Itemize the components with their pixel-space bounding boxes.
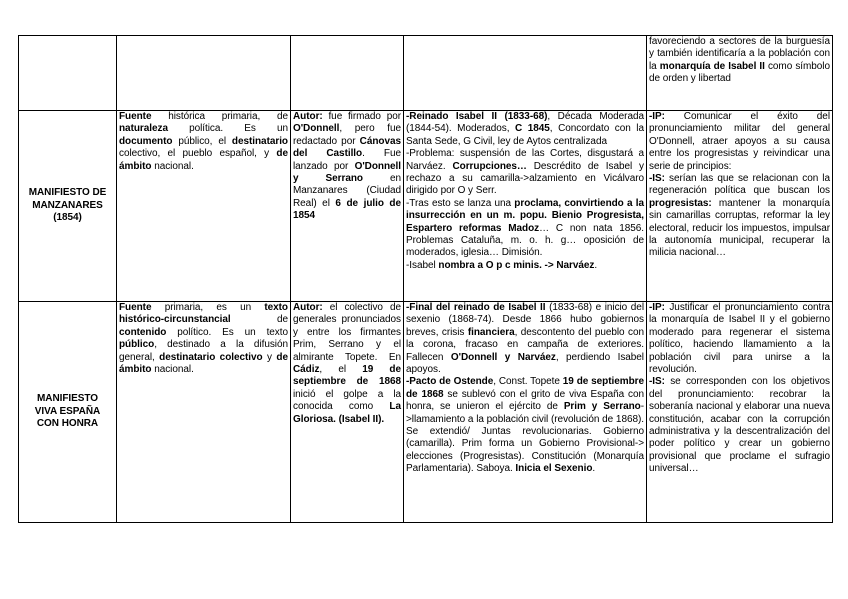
bold-text-segment: Corrupciones…	[452, 160, 527, 172]
paragraph	[406, 376, 644, 475]
cell-intentions-continued	[647, 36, 833, 111]
bold-text-segment: proclama, convirtiendo a la insurrección en un m. popu. Bienio Progresista, Espartero reformas Madoz	[406, 197, 644, 234]
cell-empty-4	[404, 36, 647, 111]
paragraph	[649, 376, 830, 475]
bold-text-segment: nombra a O p c minis. -> Narváez	[438, 259, 595, 271]
bold-text-segment: O'Donnell y Serrano	[293, 160, 401, 185]
text-segment: , descontento del pueblo con la corona, fracaso en campaña de exteriores. Fallecen	[406, 326, 644, 363]
source-classification-cell	[117, 302, 291, 523]
text-segment: .	[592, 463, 596, 475]
bold-text-segment: monarquía de Isabel II	[659, 60, 765, 72]
bold-text-segment: -IS:	[649, 173, 665, 185]
text-segment: , destinado a la difusión general,	[119, 339, 288, 363]
text-segment: , el	[319, 364, 363, 376]
text-segment: nacional.	[151, 364, 194, 376]
bold-text-segment: de ámbito	[119, 351, 288, 376]
bold-text-segment: -IS:	[649, 376, 665, 388]
bold-text-segment: Autor:	[293, 111, 323, 122]
bold-text-segment: público	[119, 339, 155, 351]
rich-paras	[406, 302, 644, 476]
text-segment: … C non nata 1856. Problemas Cataluña, m. o. h. g… oposición de moderados, iglesia… Dimisión.	[406, 222, 644, 259]
text-segment: se sublevó con el grito de viva España con honra, se unieron el ejército de	[406, 388, 644, 413]
text-segment: ->llamamiento a la población civil (revolución de 1868). Se extendió/ Juntas revolucionarias. Gobierno (camarilla). Prim forma un Gobierno Provisional-> elecciones (Progresistas). Constitución (Monarquía Parlamentaria). Saboya.	[406, 401, 644, 475]
text-segment: se corresponden con los objetivos del pronunciamiento: recobrar la soberanía nacional y elaborar una nueva constitución, acabar con la corrupción administrativa y la descentralización del poder político y crear un gobierno provisional que proclame el sufragio universal…	[649, 376, 830, 475]
rich-paras	[649, 302, 830, 476]
bold-text-segment: Prim y Serrano	[563, 401, 641, 413]
text-segment: fue firmado por	[322, 111, 401, 122]
text-segment: inició el golpe a la conocida como	[293, 388, 401, 413]
paragraph	[649, 302, 830, 376]
text-segment: favoreciendo a sectores de la burguesía y también identificaría a la población con la	[649, 36, 830, 72]
bold-text-segment: de ámbito	[119, 148, 288, 172]
text-segment: serían las que se relacionan con la regeneración política que buscan los	[649, 173, 830, 197]
document-title-viva-espana: MANIFIESTO VIVA ESPAÑA CON HONRA	[19, 302, 117, 523]
bold-text-segment: -Final del reinado de Isabel II	[406, 302, 546, 313]
paragraph	[406, 260, 644, 272]
rich-text	[649, 36, 830, 84]
context-cell	[404, 302, 647, 523]
text-segment: político. Es un texto	[166, 326, 288, 338]
bold-text-segment: C 1845	[515, 123, 550, 135]
bold-text-segment: progresistas:	[649, 197, 712, 209]
text-segment: política. Es un	[167, 123, 288, 135]
paragraph	[406, 148, 644, 198]
history-comparison-table	[18, 35, 833, 523]
rich-text	[119, 111, 288, 172]
bold-text-segment: texto histórico-circunstancial	[119, 302, 288, 326]
text-segment: y	[262, 351, 277, 363]
cell-empty-1	[19, 36, 117, 111]
bold-text-segment: 19 de septiembre de 1868	[406, 376, 645, 400]
bold-text-segment: destinatario	[231, 135, 288, 147]
table-row-manzanares	[19, 111, 833, 302]
bold-text-segment: Fuente	[119, 302, 152, 313]
rich-paras	[649, 111, 830, 260]
bold-text-segment: -IP:	[649, 302, 665, 313]
text-segment: . Fue lanzado por	[293, 148, 401, 172]
text-segment: nacional.	[151, 160, 194, 172]
text-segment: primaria, es un	[151, 302, 265, 313]
cell-empty-2	[117, 36, 291, 111]
bold-text-segment: La Gloriosa. (Isabel II).	[293, 401, 401, 425]
source-classification-cell	[117, 111, 291, 302]
bold-text-segment: Inicia el Sexenio	[515, 463, 593, 475]
rich-paras	[406, 111, 644, 272]
cell-empty-3	[291, 36, 404, 111]
table-row-viva-espana	[19, 302, 833, 523]
bold-text-segment: 19 de septiembre de 1868	[293, 364, 401, 388]
text-segment: -Isabel	[406, 259, 439, 271]
text-segment: de	[230, 314, 288, 326]
bold-text-segment: Cádiz	[293, 364, 320, 376]
rich-text	[293, 302, 401, 425]
bold-text-segment: -IP:	[649, 111, 665, 122]
bold-text-segment: O'Donnell	[293, 123, 340, 135]
bold-text-segment: naturaleza	[119, 123, 168, 135]
table-row-continuation	[19, 36, 833, 111]
document-title-manzanares: MANIFIESTO DE MANZANARES (1854)	[19, 111, 117, 302]
paragraph	[406, 302, 644, 376]
text-segment: .	[594, 259, 598, 271]
bold-text-segment: Cánovas del Castillo	[293, 135, 401, 160]
bold-text-segment: destinatario colectivo	[159, 351, 263, 363]
bold-text-segment: -Pacto de Ostende	[406, 376, 494, 388]
context-cell	[404, 111, 647, 302]
text-segment: Comunicar el éxito del pronunciamiento militar del general O'Donnell, atraer apoyos a su causa entre los progresistas y reivindicar una serie de principios:	[649, 111, 830, 172]
text-segment: , pero fue redactado por	[293, 123, 401, 147]
author-cell	[291, 111, 404, 302]
text-segment: Descrédito de Isabel y rechazo a su camarilla->alzamiento en Vicálvaro dirigido por O y Serr.	[406, 160, 644, 197]
text-segment: Justificar el pronunciamiento contra la monarquía de Isabel II y el gobierno moderado para regenerar el sistema político, haciendo llamamiento a la población civil para unirse a la revolución.	[649, 302, 830, 376]
bold-text-segment: documento	[119, 135, 173, 147]
text-segment: (1833-68) e inicio del sexenio (1868-74). Desde 1866 hubo gobiernos breves, crisis	[406, 302, 644, 338]
paragraph	[649, 173, 830, 260]
text-segment: -Problema: suspensión de las Cortes, disgustará a Narváez.	[406, 148, 644, 172]
intentions-cell	[647, 302, 833, 523]
text-segment: colectivo, el pueblo español, y	[119, 148, 277, 160]
bold-text-segment: Autor:	[293, 302, 323, 313]
bold-text-segment: O'Donnell y Narváez	[450, 351, 556, 363]
text-segment: como símbolo de orden y libertad	[649, 60, 830, 85]
text-segment: -Tras esto se lanza una	[406, 197, 515, 209]
author-cell	[291, 302, 404, 523]
bold-text-segment: financiera	[467, 326, 515, 338]
text-segment: en Manzanares (Ciudad Real) el	[293, 173, 401, 209]
text-segment: , Década Moderada (1844-54). Moderados,	[406, 111, 645, 135]
intentions-cell	[647, 111, 833, 302]
text-segment: el colectivo de generales pronunciados y entre los firmantes Prim, Serrano y el almirante Topete. En	[293, 302, 401, 363]
rich-text	[293, 111, 401, 221]
text-segment: histórica primaria, de	[151, 111, 288, 122]
text-segment: , Const. Topete	[493, 376, 563, 388]
text-segment: público, el	[172, 135, 232, 147]
bold-text-segment: 6 de julio de 1854	[293, 197, 401, 222]
bold-text-segment: Fuente	[119, 111, 152, 122]
text-segment: , Concordato con la Santa Sede, G Civil, ley de Aytos centralizada	[406, 123, 644, 147]
bold-text-segment: -Reinado Isabel II (1833-68)	[406, 111, 548, 122]
text-segment: , perdiendo Isabel apoyos.	[406, 351, 644, 376]
text-segment: mantener la monarquía sin camarillas corruptas, reformar la ley electoral, reducir los impuestos, impulsar la autonomía municipal, recuperar la milicia nacional…	[649, 197, 830, 259]
rich-text	[119, 302, 288, 375]
paragraph	[649, 111, 830, 173]
paragraph	[406, 198, 644, 260]
bold-text-segment: contenido	[119, 326, 167, 338]
paragraph	[406, 111, 644, 148]
